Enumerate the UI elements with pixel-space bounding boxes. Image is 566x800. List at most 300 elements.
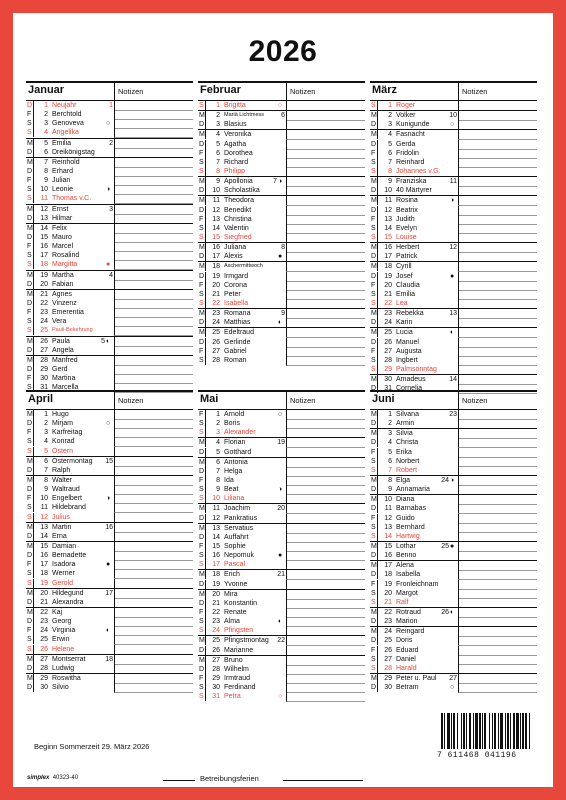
- weekday: S: [199, 618, 204, 626]
- name-day: Martina: [52, 375, 76, 383]
- weekday: S: [27, 129, 32, 137]
- weekday: S: [199, 429, 204, 437]
- moon-phase-icon: ●: [278, 552, 283, 560]
- day-number: 30: [384, 376, 392, 384]
- weekday: D: [371, 552, 377, 560]
- name-day: Sophie: [224, 542, 246, 550]
- day-row: [370, 655, 537, 664]
- weekday: M: [199, 458, 205, 466]
- name-day: Florian: [224, 439, 246, 447]
- day-row: [198, 569, 365, 579]
- moon-phase-icon: ○: [278, 411, 283, 418]
- day-row: [198, 356, 365, 365]
- weekday: F: [371, 347, 376, 355]
- day-row: [26, 374, 193, 383]
- day-row: [370, 365, 537, 374]
- day-number: 3: [388, 430, 392, 438]
- name-day: Matthias: [224, 319, 251, 327]
- day-row: [198, 503, 365, 513]
- day-row: [370, 374, 537, 384]
- name-day: Benedikt: [224, 206, 252, 214]
- week-number: 3: [109, 205, 113, 213]
- betriebsferien-line-left: [163, 780, 195, 781]
- name-day: Pankratius: [224, 514, 258, 522]
- day-number: 29: [384, 365, 392, 373]
- weekday: M: [199, 656, 205, 664]
- weekday: D: [199, 121, 205, 129]
- day-number: 4: [216, 439, 220, 447]
- betriebsferien-line-right: [283, 780, 363, 781]
- name-day: Mira: [224, 590, 238, 598]
- moon-phase-icon: ◐: [106, 337, 111, 345]
- moon-phase-icon: ○: [450, 121, 455, 129]
- weekday: F: [371, 448, 376, 456]
- barcode-bar: [441, 713, 443, 749]
- weekday: D: [27, 167, 33, 175]
- weekday: D: [371, 637, 377, 645]
- name-day: Blasius: [224, 121, 247, 129]
- weekday: M: [27, 608, 33, 616]
- day-number: 25: [40, 327, 48, 335]
- day-row: [370, 494, 537, 504]
- moon-phase-icon: ◑: [278, 486, 283, 494]
- day-row: [198, 140, 365, 149]
- week-number: 2: [109, 139, 113, 147]
- day-row: [26, 299, 193, 308]
- name-day: Manuel: [396, 338, 419, 346]
- day-row: [370, 673, 537, 683]
- day-number: 22: [384, 608, 392, 616]
- day-number: 31: [40, 384, 48, 392]
- name-day: Karin: [396, 319, 413, 327]
- day-row: [370, 466, 537, 475]
- day-row: [370, 636, 537, 645]
- day-number: 8: [388, 476, 392, 484]
- barcode-bar: [469, 713, 471, 749]
- day-number: 8: [44, 167, 48, 175]
- month-februar: [198, 81, 365, 365]
- weekday: M: [199, 439, 205, 447]
- weekday: S: [371, 224, 376, 232]
- day-number: 12: [384, 206, 392, 214]
- day-row: [198, 308, 365, 318]
- day-number: 15: [212, 233, 220, 241]
- day-row: [370, 617, 537, 626]
- name-day: Auffahrt: [224, 533, 249, 541]
- day-row: [370, 272, 537, 281]
- barcode-bar: [522, 713, 524, 749]
- day-row: [26, 626, 193, 635]
- weekday: M: [371, 131, 377, 139]
- day-row: [26, 617, 193, 626]
- weekday: D: [199, 665, 205, 673]
- day-number: 16: [384, 552, 392, 560]
- day-row: [26, 157, 193, 167]
- weekday: F: [199, 411, 204, 418]
- day-number: 2: [388, 420, 392, 428]
- weekday: M: [371, 674, 377, 682]
- day-row: [198, 523, 365, 533]
- weekday: M: [27, 589, 33, 597]
- month-header: [370, 390, 537, 410]
- name-day: Emerentia: [52, 309, 84, 317]
- day-number: 23: [384, 310, 392, 318]
- name-day: Norbert: [396, 457, 420, 465]
- month-maerz: [370, 81, 537, 393]
- name-day: Palmsonntag: [396, 365, 437, 373]
- weekday: S: [27, 513, 32, 521]
- day-number: 29: [40, 365, 48, 373]
- weekday: M: [199, 310, 205, 318]
- weekday: S: [199, 102, 204, 109]
- name-day: Ludwig: [52, 664, 75, 672]
- name-day: Beatrix: [396, 206, 418, 214]
- name-day: Martin: [52, 523, 72, 531]
- weekday: M: [27, 476, 33, 484]
- day-number: 9: [44, 177, 48, 185]
- day-row: [370, 448, 537, 457]
- notes-line[interactable]: [286, 692, 365, 702]
- weekday: S: [199, 684, 204, 692]
- weekday: M: [371, 244, 377, 252]
- day-number: 28: [384, 356, 392, 364]
- barcode-bar: [510, 713, 511, 749]
- name-day: Rosina: [396, 197, 418, 205]
- day-row: [370, 224, 537, 233]
- day-row: [370, 299, 537, 308]
- day-number: 25: [212, 329, 220, 337]
- name-day: Augusta: [396, 347, 422, 355]
- name-day: Montserrat: [52, 655, 86, 663]
- day-row: [26, 148, 193, 157]
- day-number: 27: [384, 347, 392, 355]
- day-number: 9: [388, 486, 392, 494]
- name-day: Angelika: [52, 129, 79, 137]
- day-row: [26, 475, 193, 485]
- day-row: [370, 129, 537, 139]
- day-number: 1: [44, 411, 48, 418]
- day-row: [26, 410, 193, 419]
- moon-phase-icon: ●: [106, 261, 111, 269]
- weekday: S: [371, 532, 376, 540]
- day-row: [370, 290, 537, 299]
- name-day: Juliana: [224, 244, 247, 252]
- weekday: D: [371, 385, 377, 393]
- day-number: 3: [216, 429, 220, 437]
- day-row: [26, 260, 193, 269]
- weekday: D: [27, 532, 33, 540]
- name-day: Thomas v.C.: [52, 195, 92, 203]
- barcode-number: 7 611468 041196: [437, 751, 517, 760]
- day-number: 6: [216, 458, 220, 466]
- name-day: Emilia: [52, 139, 72, 147]
- name-day: Konrad: [52, 438, 75, 446]
- day-number: 19: [212, 580, 220, 588]
- name-day: Konstantin: [224, 599, 258, 607]
- day-number: 12: [212, 514, 220, 522]
- day-number: 12: [40, 513, 48, 521]
- day-number: 13: [212, 215, 220, 223]
- day-number: 27: [40, 346, 48, 354]
- name-day: Joachim: [224, 505, 251, 513]
- barcode-bar: [473, 713, 474, 749]
- day-row: [198, 186, 365, 195]
- day-number: 24: [384, 319, 392, 327]
- day-number: 3: [44, 120, 48, 128]
- day-number: 21: [40, 290, 48, 298]
- day-row: [26, 607, 193, 617]
- name-day: Bernhard: [396, 523, 425, 531]
- weekday: D: [27, 148, 33, 156]
- day-row: [26, 270, 193, 280]
- weekday: M: [199, 244, 205, 252]
- weekday: D: [371, 505, 377, 513]
- day-number: 26: [384, 338, 392, 346]
- day-row: [370, 646, 537, 655]
- weekday: M: [199, 524, 205, 532]
- name-day: Richard: [224, 158, 249, 166]
- weekday: F: [27, 429, 32, 437]
- weekday: S: [27, 570, 32, 578]
- notes-line[interactable]: [114, 683, 193, 693]
- moon-phase-icon: ◑: [106, 495, 111, 503]
- weekday: M: [199, 197, 205, 205]
- day-number: 4: [44, 438, 48, 446]
- day-number: 10: [384, 187, 392, 195]
- day-row: [198, 457, 365, 467]
- name-day: Hildegund: [52, 589, 84, 597]
- day-number: 21: [384, 290, 392, 298]
- moon-phase-icon: ○: [278, 693, 283, 701]
- name-day: 40 Märtyrer: [396, 187, 432, 195]
- barcode-bar: [453, 713, 455, 749]
- day-row: [26, 673, 193, 683]
- day-number: 28: [212, 665, 220, 673]
- day-number: 7: [44, 158, 48, 166]
- weekday: D: [199, 448, 205, 456]
- day-row: [26, 289, 193, 299]
- day-number: 31: [384, 385, 392, 393]
- day-row: [370, 626, 537, 636]
- weekday: S: [199, 167, 204, 175]
- name-day: Ostermontag: [52, 457, 93, 465]
- weekday: S: [27, 504, 32, 512]
- name-day: Ingbert: [396, 356, 418, 364]
- name-day: Aschermittwoch: [224, 263, 263, 270]
- week-number: 17: [105, 589, 113, 597]
- day-row: [198, 410, 365, 419]
- barcode-bar: [489, 713, 490, 749]
- name-day: Rotraud: [396, 608, 421, 616]
- name-day: Agatha: [224, 140, 247, 148]
- barcode-bar: [498, 713, 499, 749]
- barcode-bar: [500, 713, 503, 749]
- name-day: Patrick: [396, 253, 418, 261]
- day-number: 9: [216, 486, 220, 494]
- day-number: 24: [40, 318, 48, 326]
- barcode-bar: [484, 713, 486, 749]
- weekday: D: [371, 420, 377, 428]
- day-row: [26, 251, 193, 260]
- day-row: [26, 167, 193, 176]
- day-row: [198, 437, 365, 447]
- name-day: Gerda: [396, 140, 416, 148]
- weekday: F: [199, 281, 204, 289]
- month-header: [26, 390, 193, 410]
- name-day: Scholastika: [224, 187, 260, 195]
- weekday: D: [199, 319, 205, 327]
- day-row: [198, 129, 365, 139]
- weekday: D: [27, 420, 33, 428]
- day-number: 9: [388, 178, 392, 186]
- name-day: Neujahr: [52, 102, 77, 109]
- day-number: 10: [40, 186, 48, 194]
- name-day: Reingard: [396, 628, 425, 636]
- weekday: M: [371, 329, 377, 337]
- name-day: Karfreitag: [52, 429, 83, 437]
- day-number: 7: [216, 467, 220, 475]
- name-day: Erika: [396, 448, 412, 456]
- name-day: Angela: [52, 346, 74, 354]
- day-row: [26, 560, 193, 569]
- day-row: [26, 522, 193, 532]
- barcode-bar: [529, 713, 530, 749]
- day-row: [370, 281, 537, 290]
- notes-line[interactable]: [458, 683, 537, 693]
- day-row: [370, 195, 537, 205]
- day-row: [370, 664, 537, 673]
- day-row: [198, 252, 365, 261]
- name-day: Alexander: [224, 429, 256, 437]
- barcode-bar: [447, 713, 450, 749]
- day-number: 19: [40, 579, 48, 587]
- day-row: [26, 336, 193, 346]
- weekday: F: [371, 281, 376, 289]
- name-day: Servatius: [224, 524, 254, 532]
- weekday: F: [27, 495, 32, 503]
- day-number: 10: [212, 495, 220, 503]
- day-number: 29: [40, 674, 48, 682]
- day-number: 2: [216, 112, 220, 120]
- weekday: S: [27, 120, 32, 128]
- day-number: 7: [388, 158, 392, 166]
- day-number: 14: [212, 224, 220, 232]
- weekday: D: [371, 272, 377, 280]
- name-day: Gotthard: [224, 448, 252, 456]
- day-number: 22: [40, 608, 48, 616]
- day-row: [198, 318, 365, 327]
- weekday: M: [199, 178, 205, 186]
- day-number: 22: [212, 608, 220, 616]
- name-day: Pauli-Bekehrung: [52, 327, 93, 334]
- name-day: Pascal: [224, 561, 246, 569]
- name-day: Silvana: [396, 411, 419, 418]
- name-day: Fridolin: [396, 149, 419, 157]
- name-day: Reinhard: [396, 158, 425, 166]
- weekday: D: [199, 467, 205, 475]
- weekday: F: [371, 646, 376, 654]
- name-day: Isabella: [224, 299, 249, 307]
- day-row: [26, 176, 193, 185]
- month-header: [26, 81, 193, 101]
- weekday: S: [27, 447, 32, 455]
- name-day: Paula: [52, 337, 70, 345]
- week-number: 9: [281, 310, 285, 318]
- name-day: Alena: [396, 562, 414, 570]
- name-day: Apollonia: [224, 178, 253, 186]
- weekday: D: [27, 214, 33, 222]
- day-row: [26, 654, 193, 664]
- day-number: 6: [388, 457, 392, 465]
- notes-header: Notizen: [458, 83, 487, 100]
- day-row: [198, 467, 365, 476]
- week-number: 5: [101, 337, 105, 345]
- day-row: [370, 541, 537, 551]
- weekday: M: [371, 376, 377, 384]
- day-row: [26, 101, 193, 110]
- day-row: [26, 204, 193, 214]
- weekday: M: [371, 411, 377, 418]
- weekday: F: [27, 561, 32, 569]
- name-day: Beat: [224, 486, 239, 494]
- week-number: 26: [441, 608, 449, 616]
- day-number: 13: [384, 523, 392, 531]
- day-number: 19: [212, 272, 220, 280]
- day-number: 26: [40, 645, 48, 653]
- weekday: F: [199, 542, 204, 550]
- day-row: [198, 533, 365, 542]
- day-number: 24: [40, 627, 48, 635]
- weekday: M: [27, 542, 33, 550]
- name-day: Ostern: [52, 447, 74, 455]
- brand-logo: simplex: [27, 775, 50, 781]
- day-row: [198, 665, 365, 674]
- name-day: Judith: [396, 215, 415, 223]
- day-row: [370, 140, 537, 149]
- day-row: [198, 281, 365, 290]
- weekday: S: [27, 261, 32, 269]
- day-row: [370, 410, 537, 419]
- weekday: S: [27, 186, 32, 194]
- day-number: 10: [384, 496, 392, 504]
- weekday: D: [371, 253, 377, 261]
- day-number: 24: [384, 628, 392, 636]
- day-number: 23: [212, 310, 220, 318]
- name-day: Margitta: [52, 261, 78, 269]
- name-day: Siegfried: [224, 233, 252, 241]
- weekday: D: [199, 206, 205, 214]
- day-number: 11: [212, 197, 220, 205]
- weekday: F: [199, 674, 204, 682]
- weekday: S: [199, 561, 204, 569]
- name-day: Julius: [52, 513, 70, 521]
- barcode-bar: [457, 713, 458, 749]
- day-number: 17: [40, 252, 48, 260]
- notes-line[interactable]: [286, 356, 365, 366]
- day-row: [26, 456, 193, 466]
- day-number: 21: [384, 598, 392, 606]
- name-day: Irmtraud: [224, 674, 251, 682]
- weekday: M: [27, 337, 33, 345]
- weekday: M: [199, 329, 205, 337]
- weekday: D: [27, 618, 33, 626]
- weekday: M: [371, 608, 377, 616]
- weekday: D: [371, 187, 377, 195]
- day-row: [198, 101, 365, 110]
- day-row: [370, 242, 537, 252]
- name-day: Johannes v.G.: [396, 167, 441, 175]
- calendar-sheet: [13, 13, 553, 787]
